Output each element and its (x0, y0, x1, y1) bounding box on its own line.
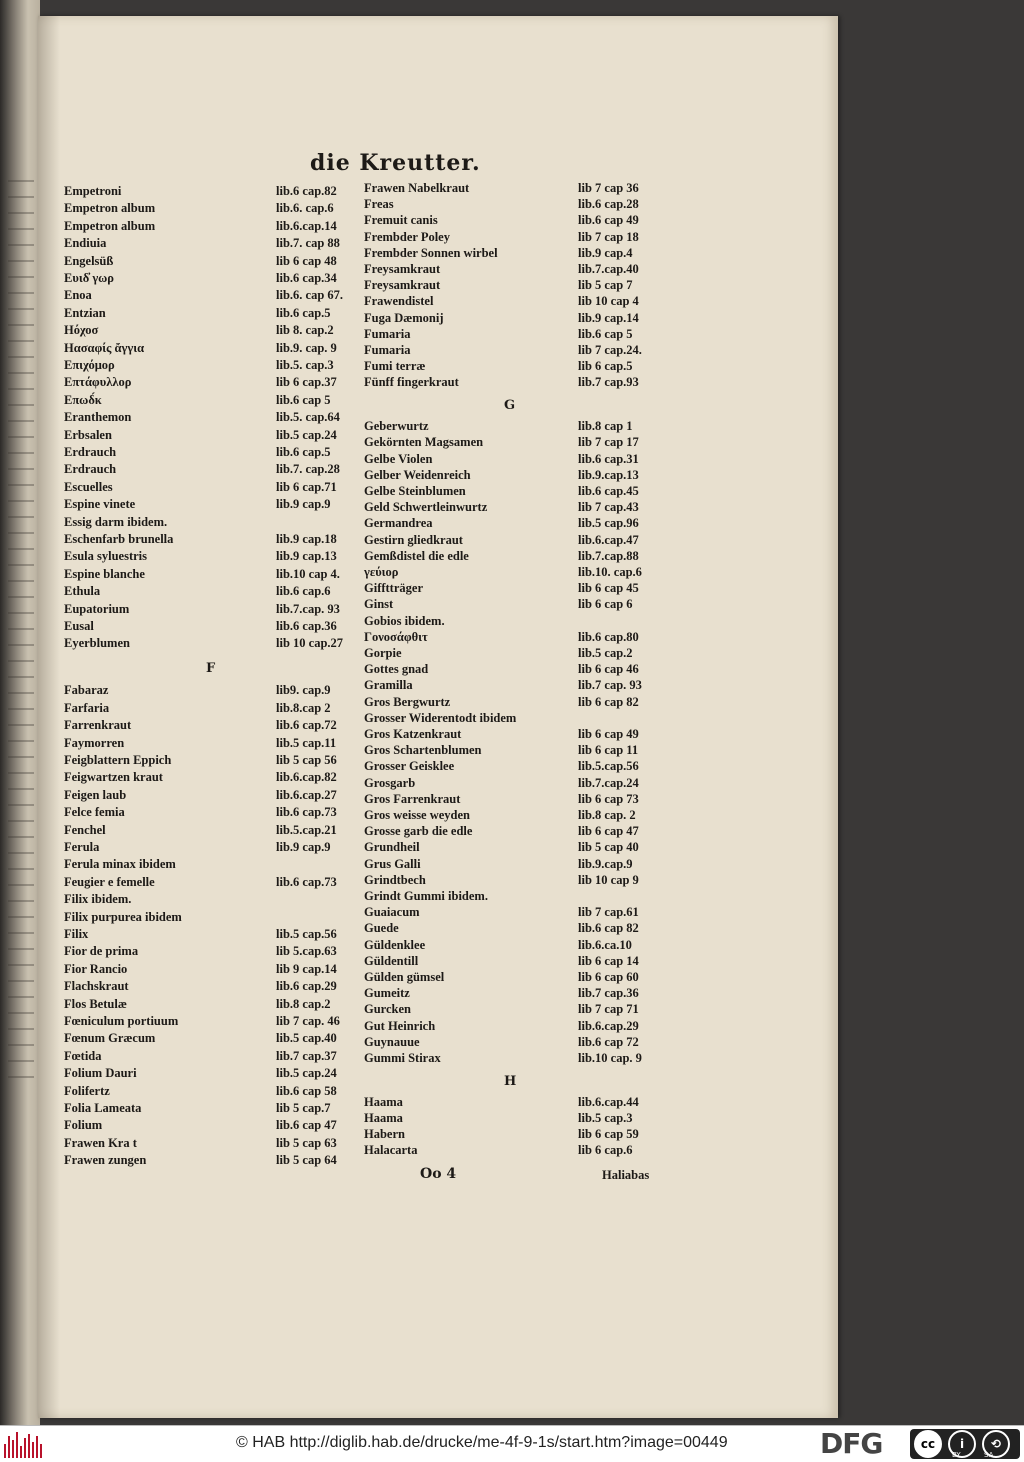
index-entry-name: Fabaraz (64, 683, 109, 698)
index-entry-reference: lib 10 cap 4 (578, 294, 639, 309)
index-entry-reference: lib.6.ca.10 (578, 937, 632, 952)
index-entry-name: Fumaria (364, 343, 411, 357)
index-entry-name: Grosser Widerentodt ibidem (364, 710, 517, 725)
index-entry-name: Gummi Stirax (364, 1050, 441, 1065)
index-entry-reference: lib.7 cap.37 (276, 1048, 337, 1063)
index-entry-reference: lib.6 cap.72 (276, 718, 337, 733)
index-entry-reference: lib 5 cap.7 (276, 1100, 331, 1115)
index-entry-reference: lib.6 cap 49 (578, 213, 639, 228)
index-entry-name: Fœnum Græcum (64, 1031, 156, 1046)
index-entry-reference: lib 5 cap 63 (276, 1135, 337, 1150)
index-entry-reference: lib 7 cap.43 (578, 500, 639, 515)
index-entry-reference: lib9. cap.9 (276, 683, 331, 698)
previous-page-text-ghost (8, 180, 34, 1080)
index-entry-name: Eyerblumen (64, 636, 130, 651)
index-entry-reference: lib.6.cap.47 (578, 532, 639, 547)
index-entry-name: γεύιορ (364, 564, 399, 579)
index-entry-reference: lib.5 cap.3 (578, 1110, 633, 1125)
index-entry-name: Empetron album (64, 218, 156, 233)
index-entry-name: Gelber Weidenreich (364, 467, 471, 482)
index-entry-reference: lib.8.cap 2 (276, 700, 331, 715)
index-entry-reference: lib 6 cap 14 (578, 953, 639, 968)
index-entry-reference: lib.7 cap.36 (578, 986, 639, 1001)
index-entry-reference: lib.6 cap.82 (276, 184, 337, 198)
index-entry-reference: lib.9 cap.4 (578, 245, 633, 260)
index-entry-name: Grus Galli (364, 856, 421, 871)
index-entry-name: Flos Betulæ (64, 996, 127, 1011)
index-entry-name: Güldenklee (364, 937, 426, 952)
index-entry-reference: lib.6.cap.44 (578, 1094, 639, 1109)
index-entry-name: Geberwurtz (364, 419, 429, 434)
index-entry-name: Filix purpurea ibidem (64, 909, 182, 924)
index-entry-reference: lib 7 cap 18 (578, 229, 639, 244)
index-entry-reference: lib.7.cap.24 (578, 775, 639, 790)
index-entry-reference: lib.5. cap.3 (276, 358, 334, 372)
index-entry-name: Gelbe Violen (364, 451, 433, 466)
index-entry-name: Grindtbech (364, 872, 426, 887)
index-entry-reference: lib.6 cap.80 (578, 629, 639, 644)
index-entry-name: Ηόχοσ (64, 323, 99, 338)
index-entry-name: Espine vinete (64, 497, 136, 512)
index-entry-reference: lib 6 cap 45 (578, 581, 639, 596)
index-entry-reference: lib.5.cap.21 (276, 822, 337, 837)
index-entry-reference: lib.6 cap.6 (276, 584, 331, 599)
cc-by-label: BY (952, 1451, 961, 1459)
index-entry-name: Frembder Poley (364, 229, 450, 244)
index-entry-reference: lib.5 cap.11 (276, 735, 337, 750)
index-entry-name: Folium Dauri (64, 1066, 137, 1081)
dfg-logo[interactable]: DFG (820, 1427, 883, 1460)
index-entry-reference: lib.9 cap.9 (276, 497, 331, 512)
catchword: Haliabas (602, 1168, 650, 1182)
index-entry-reference: lib 6 cap 11 (578, 743, 639, 758)
index-entry-name: Γονοσάφθιτ (364, 629, 428, 644)
index-entry-reference: lib.7 cap.93 (578, 375, 639, 390)
index-entry-name: Frawendistel (364, 294, 434, 309)
index-entry-name: Haama (364, 1110, 403, 1125)
index-entry-reference: lib 6 cap 47 (578, 824, 639, 839)
index-entry-reference: lib 9 cap.14 (276, 961, 337, 976)
index-entry-name: Güldentill (364, 953, 419, 968)
index-entry-name: Endiuia (64, 236, 107, 251)
index-entry-name: Gottes gnad (364, 662, 429, 677)
index-entry-name: Filix ibidem. (64, 892, 132, 907)
index-entry-reference: lib.6 cap.45 (578, 483, 639, 498)
index-entry-reference: lib 6 cap 48 (276, 253, 337, 268)
index-entry-reference: lib 7 cap 17 (578, 435, 639, 450)
index-entry-name: Grosse garb die edle (364, 824, 473, 839)
index-entry-reference: lib.5 cap.24 (276, 427, 337, 442)
index-entry-name: Farfaria (64, 700, 110, 715)
index-entry-name: Erdrauch (64, 462, 117, 477)
index-entry-reference: lib 6 cap.37 (276, 375, 337, 390)
index-entry-name: Gumeitz (364, 986, 410, 1001)
index-entry-name: Fior de prima (64, 944, 139, 959)
index-entry-name: Gorpie (364, 645, 402, 660)
index-entry-name: Folia Lameata (64, 1100, 142, 1115)
index-entry-name: Freas (364, 197, 394, 212)
index-entry-name: Fœtida (64, 1048, 102, 1063)
index-entry-reference: lib.6.cap.14 (276, 218, 337, 233)
index-entry-name: Ferula (64, 839, 100, 854)
index-entry-name: Entzian (64, 305, 106, 320)
index-entry-name: Gros Katzenkraut (364, 726, 462, 741)
index-entry-name: Ethula (64, 584, 101, 599)
index-entry-name: Feigen laub (64, 787, 127, 802)
index-entry-reference: lib 10 cap 9 (578, 872, 639, 887)
index-entry-name: Habern (364, 1127, 405, 1142)
index-entry-reference: lib 7 cap.61 (578, 905, 639, 920)
index-entry-name: Halacarta (364, 1143, 418, 1158)
cc-icon: cc (914, 1430, 942, 1458)
index-entry-reference: lib 6 cap 73 (578, 791, 639, 806)
index-entry-name: Germandrea (364, 516, 433, 531)
index-entry-reference: lib.6 cap.36 (276, 619, 337, 633)
page-header: die Kreutter. (310, 150, 481, 176)
index-entry-reference: lib.9 cap.18 (276, 532, 337, 546)
index-entry-name: Fumi terræ (364, 359, 426, 374)
index-entry-reference: lib 6 cap 46 (578, 662, 639, 677)
index-entry-reference: lib.6.cap.82 (276, 770, 337, 785)
index-entry-reference: lib.5 cap.2 (578, 645, 633, 660)
index-entry-name: Eschenfarb brunella (64, 532, 174, 546)
index-entry-reference: lib 6 cap 59 (578, 1127, 639, 1142)
index-entry-name: Gelbe Steinblumen (364, 483, 466, 498)
index-entry-name: Eusal (64, 619, 94, 633)
section-letter: H (504, 1073, 517, 1089)
index-entry-reference: lib.8 cap.2 (276, 996, 331, 1011)
index-entry-reference: lib.6 cap.5 (276, 305, 331, 320)
index-entry-reference: lib.10 cap 4. (276, 566, 340, 581)
copyright-link[interactable]: © HAB http://diglib.hab.de/drucke/me-4f-9-1s/start.htm?image=00449 (236, 1434, 728, 1451)
index-entry-name: Frawen zungen (64, 1153, 147, 1168)
index-entry-reference: lib.6 cap 5 (276, 392, 331, 407)
index-entry-reference: lib.9.cap.13 (578, 467, 639, 482)
cc-license-badge[interactable] (910, 1429, 1020, 1459)
index-entry-reference: lib.5.cap.56 (578, 759, 639, 774)
index-entry-name: Faymorren (64, 735, 125, 750)
index-entry-reference: lib 6 cap.5 (578, 359, 633, 374)
index-entry-name: Freysamkraut (364, 262, 441, 276)
index-entry-reference: lib.6 cap 82 (578, 921, 639, 936)
index-entry-reference: lib.9.cap.9 (578, 856, 633, 871)
index-entry-reference: lib 5 cap 7 (578, 278, 633, 293)
index-entry-name: Frembder Sonnen wirbel (364, 245, 498, 260)
index-entry-name: Gekörnten Magsamen (364, 435, 484, 450)
index-entry-name: Fœniculum portiuum (64, 1013, 179, 1028)
index-entry-name: Espine blanche (64, 566, 145, 581)
index-entry-name: Enoa (64, 288, 92, 303)
index-entry-reference: lib 7 cap. 46 (276, 1013, 340, 1028)
index-entry-name: Fenchel (64, 822, 106, 837)
sa-icon: ⟲ (982, 1430, 1010, 1458)
index-entry-name: Gobios ibidem. (364, 613, 445, 628)
index-entry-name: Geld Schwertleinwurtz (364, 500, 488, 515)
index-entry-reference: lib.6 cap.73 (276, 805, 337, 820)
index-entry-reference: lib 7 cap 36 (578, 181, 639, 195)
index-entry-reference: lib 8. cap.2 (276, 323, 334, 338)
index-entry-name: Gurcken (364, 1002, 411, 1017)
index-entry-name: Erbsalen (64, 427, 112, 442)
index-entry-name: Ferula minax ibidem (64, 857, 176, 872)
index-entry-reference: lib.8 cap 1 (578, 419, 633, 434)
index-entry-reference: lib.8 cap. 2 (578, 807, 636, 822)
index-entry-name: Fuga Dæmonij (364, 310, 444, 325)
index-entry-reference: lib 5 cap 64 (276, 1153, 337, 1168)
index-entry-name: Eupatorium (64, 601, 130, 616)
index-entry-name: Επωδ́κ (64, 392, 102, 407)
index-entry-name: Flachskraut (64, 979, 129, 994)
index-entry-reference: lib 7 cap.24. (578, 343, 642, 357)
index-entry-name: Fior Rancio (64, 961, 128, 976)
index-entry-reference: lib.6 cap.34 (276, 271, 337, 285)
index-entry-reference: lib 6 cap.6 (578, 1143, 633, 1158)
index-entry-name: Gros Farrenkraut (364, 791, 461, 806)
section-letter: G (504, 398, 516, 414)
previous-page-edge (0, 0, 40, 1425)
index-entry-reference: lib 6 cap 60 (578, 969, 639, 984)
index-entry-reference: lib.7 cap. 93 (578, 678, 642, 693)
index-entry-name: Frawen Nabelkraut (364, 181, 470, 195)
index-entry-reference: lib.6 cap.5 (276, 445, 331, 459)
index-entry-name: Gros weisse weyden (364, 807, 471, 822)
index-entry-name: Ευιδ̓ γωρ (64, 271, 114, 285)
index-entry-reference: lib 7 cap 71 (578, 1002, 639, 1017)
index-entry-name: Folium (64, 1118, 103, 1133)
index-entry-reference: lib 5.cap.63 (276, 944, 337, 959)
index-entry-name: Επτάφυλλορ (64, 375, 132, 390)
index-entry-reference: lib.7. cap.28 (276, 462, 340, 477)
index-entry-name: Feigblattern Eppich (64, 752, 172, 767)
index-entry-name: Επιχόμορ (64, 358, 115, 372)
signature-mark: Oo 4 (420, 1166, 457, 1182)
index-entry-reference: lib.6. cap.6 (276, 201, 334, 216)
index-entry-name: Gut Heinrich (364, 1018, 436, 1033)
hab-logo-icon[interactable] (4, 1430, 44, 1458)
index-entry-name: Ginst (364, 597, 394, 612)
index-entry-name: Fünff fingerkraut (364, 375, 459, 390)
index-entry-name: Gemßdistel die edle (364, 548, 469, 563)
index-entry-reference: lib.5 cap.40 (276, 1031, 337, 1046)
index-entry-name: Felce femia (64, 805, 125, 820)
index-entry-reference: lib.7.cap. 93 (276, 601, 340, 616)
index-entry-reference: lib.9. cap. 9 (276, 340, 337, 355)
viewer-footer (0, 1425, 1024, 1462)
index-entry-name: Grundheil (364, 840, 420, 855)
index-entry-reference: lib 6 cap.71 (276, 479, 337, 494)
index-entry-reference: lib.6 cap.73 (276, 874, 337, 889)
index-entry-name: Fumaria (364, 326, 411, 341)
index-entry-name: Farrenkraut (64, 718, 132, 733)
index-entry-name: Grosgarb (364, 775, 416, 790)
index-entry-reference: lib.6 cap.31 (578, 451, 639, 466)
index-entry-reference: lib.6 cap.29 (276, 979, 337, 994)
index-entry-reference: lib 5 cap 56 (276, 752, 337, 767)
index-entry-name: Frawen Kra t (64, 1135, 137, 1150)
page-gutter-shadow (38, 16, 60, 1418)
index-entry-name: Gifftträger (364, 581, 423, 596)
index-entry-name: Fremuit canis (364, 213, 438, 228)
index-entry-name: Gros Bergwurtz (364, 694, 451, 709)
index-entry-name: Eranthemon (64, 410, 132, 425)
index-entry-reference: lib.6.cap.27 (276, 787, 337, 802)
index-entry-reference: lib.6.cap.29 (578, 1018, 639, 1033)
by-icon: i (948, 1430, 976, 1458)
index-entry-name: Gülden gümsel (364, 969, 445, 984)
section-letter: F (206, 660, 216, 676)
index-entry-name: Gros Schartenblumen (364, 743, 482, 758)
index-entry-reference: lib 6 cap 49 (578, 726, 639, 741)
index-entry-reference: lib.5. cap.64 (276, 410, 340, 425)
index-entry-reference: lib 6 cap 6 (578, 597, 633, 612)
index-entry-name: Escuelles (64, 479, 113, 494)
index-entry-name: Guede (364, 921, 399, 936)
index-entry-name: Esula syluestris (64, 549, 148, 564)
index-entry-reference: lib.5 cap.24 (276, 1066, 337, 1081)
index-entry-reference: lib.7.cap.88 (578, 548, 639, 563)
index-entry-name: Empetron album (64, 201, 156, 216)
index-entry-name: Freysamkraut (364, 278, 441, 293)
cc-sa-label: SA (984, 1451, 994, 1459)
index-entry-name: Erdrauch (64, 445, 117, 459)
index-entry-reference: lib 5 cap 40 (578, 840, 639, 855)
index-entry-name: Gestirn gliedkraut (364, 532, 463, 547)
index-entry-reference: lib.10. cap.6 (578, 564, 642, 579)
index-entry-name: Empetroni (64, 184, 122, 198)
index-entry-reference: lib.6 cap 5 (578, 326, 633, 341)
index-entry-reference: lib.6 cap 47 (276, 1118, 337, 1133)
index-entry-reference: lib.5 cap.96 (578, 516, 639, 531)
index-entry-name: Filix (64, 926, 89, 941)
index-entry-name: Grosser Geisklee (364, 759, 455, 774)
index-entry-reference: lib.5 cap.56 (276, 926, 337, 941)
index-entry-reference: lib 6 cap 82 (578, 694, 639, 709)
index-entry-name: Folifertz (64, 1083, 110, 1098)
index-entry-name: Guynauue (364, 1034, 420, 1049)
index-entry-name: Essig darm ibidem. (64, 514, 168, 529)
index-entry-name: Haama (364, 1094, 403, 1109)
index-entry-name: Feugier e femelle (64, 874, 155, 889)
index-entry-reference: lib 10 cap.27 (276, 636, 344, 651)
index-entry-reference: lib.6. cap 67. (276, 288, 344, 303)
index-entry-reference: lib.9 cap.13 (276, 549, 337, 564)
index-entry-name: Gramilla (364, 678, 413, 693)
index-entry-reference: lib.6 cap 58 (276, 1083, 337, 1098)
index-entry-name: Guaiacum (364, 905, 420, 920)
index-entry-reference: lib.9 cap.14 (578, 310, 639, 325)
index-entry-reference: lib.6 cap.28 (578, 197, 639, 212)
index-entry-reference: lib.7. cap 88 (276, 236, 340, 251)
index-entry-reference: lib.9 cap.9 (276, 839, 331, 854)
index-entry-reference: lib.10 cap. 9 (578, 1050, 642, 1065)
index-entry-name: Engelsüß (64, 253, 114, 268)
index-entry-reference: lib.7.cap.40 (578, 262, 639, 276)
index-entry-name: Ηασαφίς ἄγγια (64, 340, 145, 355)
index-entry-reference: lib.6 cap 72 (578, 1034, 639, 1049)
index-entry-name: Feigwartzen kraut (64, 770, 163, 785)
index-entry-name: Grindt Gummi ibidem. (364, 888, 488, 903)
